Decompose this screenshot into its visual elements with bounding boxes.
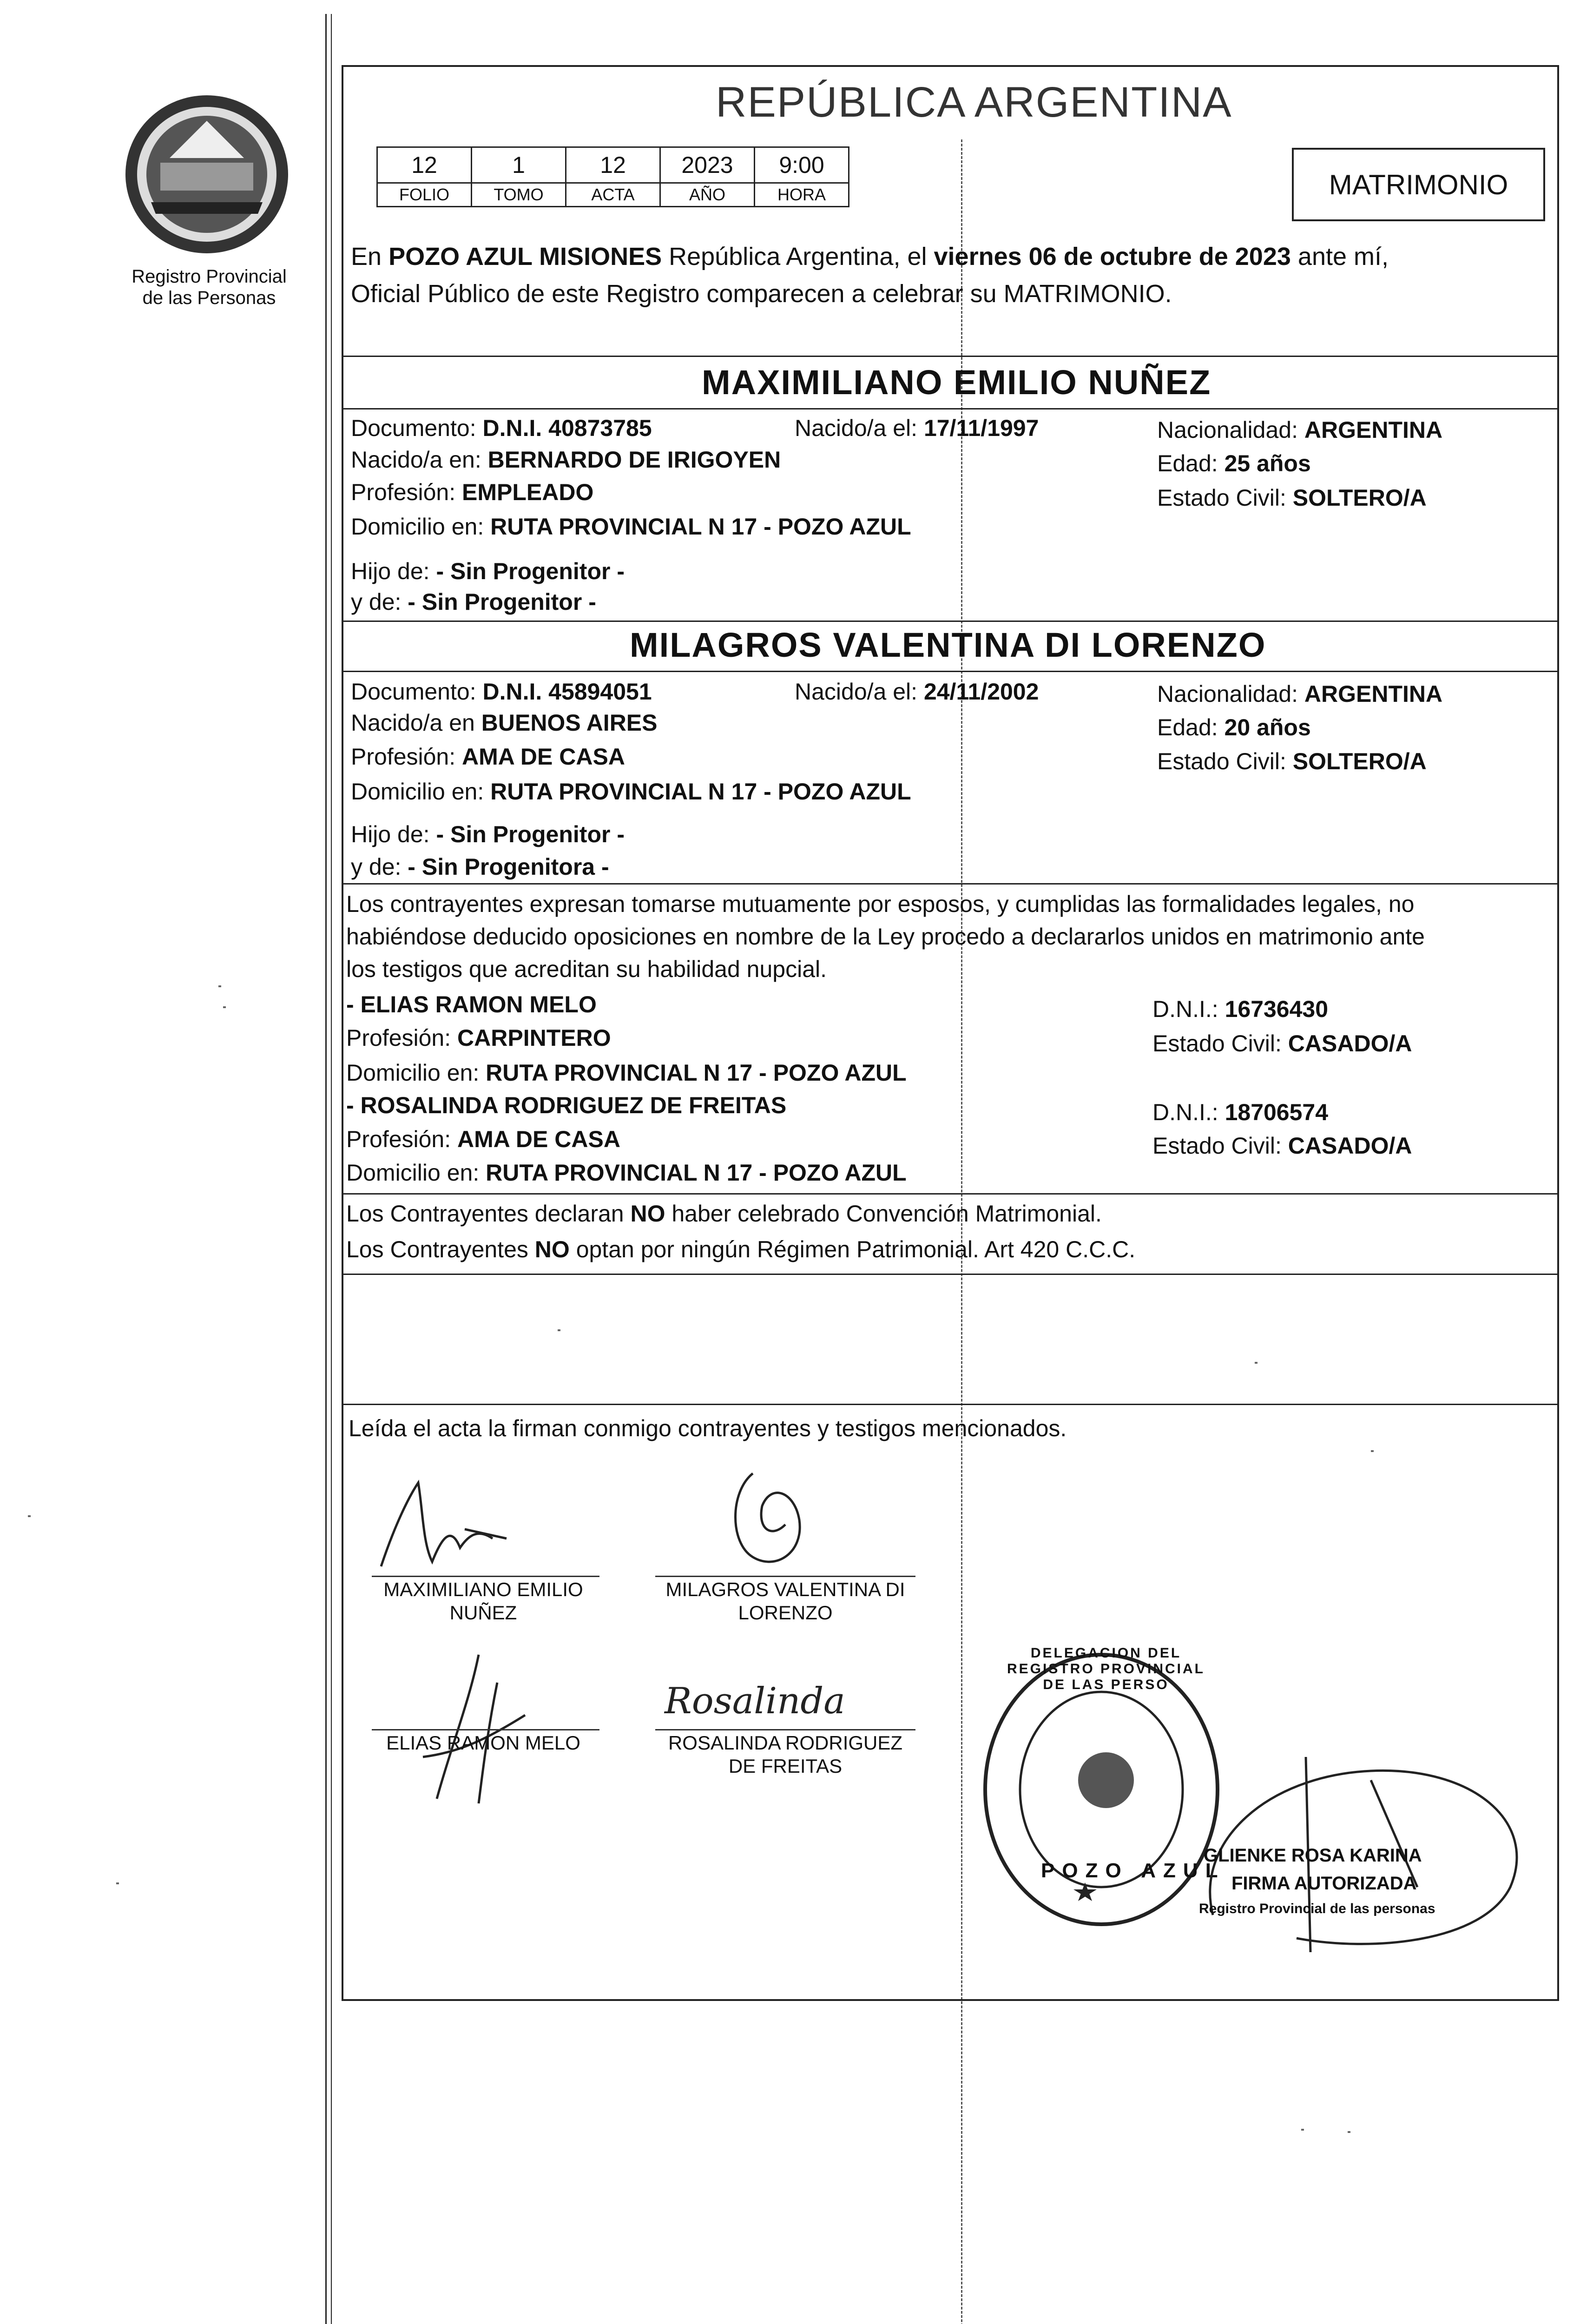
folio-value: 12 (377, 147, 472, 183)
spouse2-profession (351, 741, 625, 772)
act-type-box: MATRIMONIO (1292, 148, 1545, 221)
label: Nacido/a el: (795, 415, 924, 441)
value: - Sin Progenitor - (408, 589, 596, 615)
scan-speck (1301, 2129, 1304, 2131)
intro-mid: República Argentina, el (662, 243, 934, 271)
margin-line (331, 14, 332, 2324)
signature-line (372, 1576, 599, 1577)
label: Profesión: (351, 479, 462, 505)
intro-line-2: Oficial Público de este Registro comparecen a celebrar su MATRIMONIO. (351, 280, 1172, 308)
label: Documento: (351, 679, 483, 705)
divider (342, 408, 1559, 409)
witness1-civil-status (1152, 1028, 1412, 1059)
label: Edad: (1157, 450, 1224, 476)
text: optan por ningún Régimen Patrimonial. Art 420 C.C.C. (569, 1236, 1136, 1262)
value: CASADO/A (1288, 1030, 1412, 1056)
signature-1-icon (353, 1469, 586, 1590)
label: Estado Civil: (1152, 1030, 1288, 1056)
witness1-dni (1152, 994, 1328, 1024)
signature-line (655, 1576, 915, 1577)
value: CASADO/A (1288, 1133, 1412, 1159)
value: 20 años (1224, 714, 1311, 740)
spouse1-parent2 (351, 587, 596, 617)
intro-prefix: En (351, 243, 389, 271)
signature-1-label (362, 1578, 604, 1624)
value: ARGENTINA (1304, 417, 1443, 443)
signature-4-script: Rosalinda (665, 1680, 845, 1722)
label: Hijo de: (351, 558, 436, 584)
divider (342, 671, 1559, 672)
intro-suffix: ante mí, (1290, 243, 1389, 271)
value: BUENOS AIRES (481, 710, 658, 736)
text: Los Contrayentes (346, 1236, 535, 1262)
spouse2-address (351, 776, 911, 807)
intro-line-1 (351, 239, 1559, 274)
spouse2-name: MILAGROS VALENTINA DI LORENZO (630, 626, 1266, 664)
witness1-name (346, 989, 597, 1020)
spouse2-parent1 (351, 819, 625, 850)
registry-label-line2: de las Personas (142, 288, 276, 308)
spouse1-address (351, 511, 911, 542)
folio-label: FOLIO (377, 183, 472, 207)
divider (342, 356, 1559, 357)
witness2-address (346, 1157, 907, 1188)
divider (342, 1274, 1559, 1275)
signature-3-label (362, 1731, 604, 1755)
label: Edad: (1157, 714, 1224, 740)
witness2-civil-status (1152, 1130, 1412, 1161)
anio-label: AÑO (660, 183, 755, 207)
scan-speck (218, 985, 221, 987)
divider (342, 1404, 1559, 1405)
witness1-profession (346, 1023, 611, 1053)
divider (342, 621, 1559, 622)
stamp-ring-text: DELEGACION DEL REGISTRO PROVINCIAL DE LAS PERSO (1007, 1645, 1205, 1692)
value: RUTA PROVINCIAL N 17 - POZO AZUL (486, 1060, 907, 1086)
official-stamp-line-1: GLIENKE ROSA KARINA (1204, 1845, 1422, 1866)
anio-value: 2023 (660, 147, 755, 183)
label-line: ELIAS RAMON MELO (386, 1732, 580, 1754)
value: SOLTERO/A (1292, 748, 1427, 774)
registry-labels-row (377, 183, 849, 207)
value: SOLTERO/A (1292, 485, 1427, 511)
witness2-profession (346, 1124, 620, 1155)
label: Nacionalidad: (1157, 681, 1304, 707)
value: RUTA PROVINCIAL N 17 - POZO AZUL (486, 1160, 907, 1186)
value: D.N.I. 45894051 (482, 679, 652, 705)
label: Estado Civil: (1152, 1133, 1288, 1159)
label: Domicilio en: (346, 1160, 486, 1186)
spouse1-nationality (1157, 415, 1442, 445)
label-line: ROSALINDA RODRIGUEZ (668, 1732, 903, 1754)
province-seal (118, 88, 295, 260)
spouse2-age (1157, 712, 1311, 743)
declaration-line-3: los testigos que acreditan su habilidad nupcial. (346, 956, 827, 982)
official-stamp-line-3: Registro Provincial de las personas (1199, 1901, 1435, 1916)
spouse1-name: MAXIMILIANO EMILIO NUÑEZ (702, 363, 1211, 402)
spouse2-parent2 (351, 852, 609, 882)
tomo-label: TOMO (472, 183, 566, 207)
value: ARGENTINA (1304, 681, 1443, 707)
spouse1-age (1157, 448, 1311, 479)
stamp-inner-text: POZO AZUL (1041, 1859, 1225, 1882)
label: Domicilio en: (351, 779, 491, 805)
spouse2-nationality (1157, 679, 1442, 709)
registry-values-row (377, 147, 849, 183)
scan-speck (558, 1329, 560, 1331)
value: - ROSALINDA RODRIGUEZ DE FREITAS (346, 1092, 787, 1118)
value: AMA DE CASA (457, 1126, 620, 1152)
label: Profesión: (351, 744, 462, 770)
label: y de: (351, 854, 408, 880)
declaration-line-2: habiéndose deducido oposiciones en nombre de la Ley procedo a declararlos unidos en matrimonio ante (346, 924, 1425, 950)
spouse1-birthdate (795, 413, 1039, 443)
label: Hijo de: (351, 821, 436, 847)
registry-table (376, 146, 849, 207)
value: CARPINTERO (457, 1025, 611, 1051)
convention-line-1 (346, 1198, 1102, 1229)
label: Profesión: (346, 1025, 458, 1051)
label: Domicilio en: (346, 1060, 486, 1086)
value: RUTA PROVINCIAL N 17 - POZO AZUL (490, 514, 911, 540)
value: - Sin Progenitora - (408, 854, 609, 880)
hora-value: 9:00 (755, 147, 849, 183)
scan-speck (116, 1882, 119, 1884)
value: 16736430 (1224, 996, 1329, 1022)
label-line: DE FREITAS (728, 1755, 843, 1777)
value: 17/11/1997 (923, 415, 1039, 441)
value: - Sin Progenitor - (436, 558, 625, 584)
intro-place: POZO AZUL MISIONES (388, 243, 662, 271)
margin-line (325, 14, 327, 2324)
label: y de: (351, 589, 408, 615)
signature-line (372, 1729, 599, 1730)
spouse2-civil-status (1157, 746, 1427, 777)
tomo-value: 1 (472, 147, 566, 183)
value: - ELIAS RAMON MELO (346, 991, 597, 1017)
registry-label (93, 266, 325, 309)
emphasis: NO (630, 1201, 665, 1227)
value: - Sin Progenitor - (436, 821, 625, 847)
scan-speck (28, 1515, 31, 1517)
signature-line (655, 1729, 915, 1730)
label: D.N.I.: (1152, 1099, 1225, 1125)
signature-4-label (651, 1731, 920, 1778)
label: Profesión: (346, 1126, 458, 1152)
signature-2-label (651, 1578, 920, 1624)
value: 24/11/2002 (923, 679, 1039, 705)
label: Estado Civil: (1157, 748, 1293, 774)
label: Documento: (351, 415, 483, 441)
acta-label: ACTA (566, 183, 660, 207)
divider (342, 883, 1559, 885)
value: 18706574 (1224, 1099, 1329, 1125)
spouse1-profession (351, 477, 593, 508)
witness2-dni (1152, 1097, 1328, 1128)
label: D.N.I.: (1152, 996, 1225, 1022)
value: AMA DE CASA (462, 744, 625, 770)
label-line: LORENZO (738, 1602, 833, 1624)
document-title: REPÚBLICA ARGENTINA (716, 79, 1232, 126)
spouse1-document (351, 413, 652, 443)
closing-statement: Leída el acta la firman conmigo contrayentes y testigos mencionados. (349, 1415, 1067, 1441)
spouse1-birthplace (351, 444, 781, 475)
scan-speck (1371, 1450, 1374, 1452)
label: Nacionalidad: (1157, 417, 1304, 443)
label: Nacido/a el: (795, 679, 924, 705)
label: Nacido/a en: (351, 447, 488, 473)
value: RUTA PROVINCIAL N 17 - POZO AZUL (490, 779, 911, 805)
intro-date: viernes 06 de octubre de 2023 (934, 243, 1291, 271)
spouse2-birthdate (795, 676, 1039, 707)
witness2-name (346, 1090, 786, 1121)
scan-speck (223, 1006, 226, 1008)
witness1-address (346, 1057, 907, 1088)
scan-speck (1255, 1362, 1257, 1364)
label: Domicilio en: (351, 514, 491, 540)
label: Estado Civil: (1157, 485, 1293, 511)
text: Los Contrayentes declaran (346, 1201, 631, 1227)
label-line: MILAGROS VALENTINA DI (665, 1578, 905, 1600)
value: 25 años (1224, 450, 1311, 476)
spouse2-birthplace (351, 707, 658, 738)
convention-line-2 (346, 1234, 1135, 1265)
province-seal-icon (118, 88, 295, 260)
value: BERNARDO DE IRIGOYEN (487, 447, 781, 473)
divider (342, 1193, 1559, 1195)
hora-label: HORA (755, 183, 849, 207)
registry-label-line1: Registro Provincial (132, 266, 287, 287)
value: EMPLEADO (462, 479, 594, 505)
label-line: MAXIMILIANO EMILIO (383, 1578, 583, 1600)
declaration-line-1: Los contrayentes expresan tomarse mutuamente por esposos, y cumplidas las formalidades legales, no (346, 891, 1415, 917)
scan-speck (1348, 2131, 1350, 2133)
spouse2-document (351, 676, 652, 707)
official-stamp-line-2: FIRMA AUTORIZADA (1231, 1873, 1417, 1894)
acta-value: 12 (566, 147, 660, 183)
label-line: NUÑEZ (449, 1602, 517, 1624)
spouse1-civil-status (1157, 482, 1427, 513)
label: Nacido/a en (351, 710, 481, 736)
text: haber celebrado Convención Matrimonial. (665, 1201, 1102, 1227)
spouse1-parent1 (351, 556, 625, 587)
emphasis: NO (534, 1236, 570, 1262)
value: D.N.I. 40873785 (482, 415, 652, 441)
signature-2-icon (697, 1464, 836, 1585)
